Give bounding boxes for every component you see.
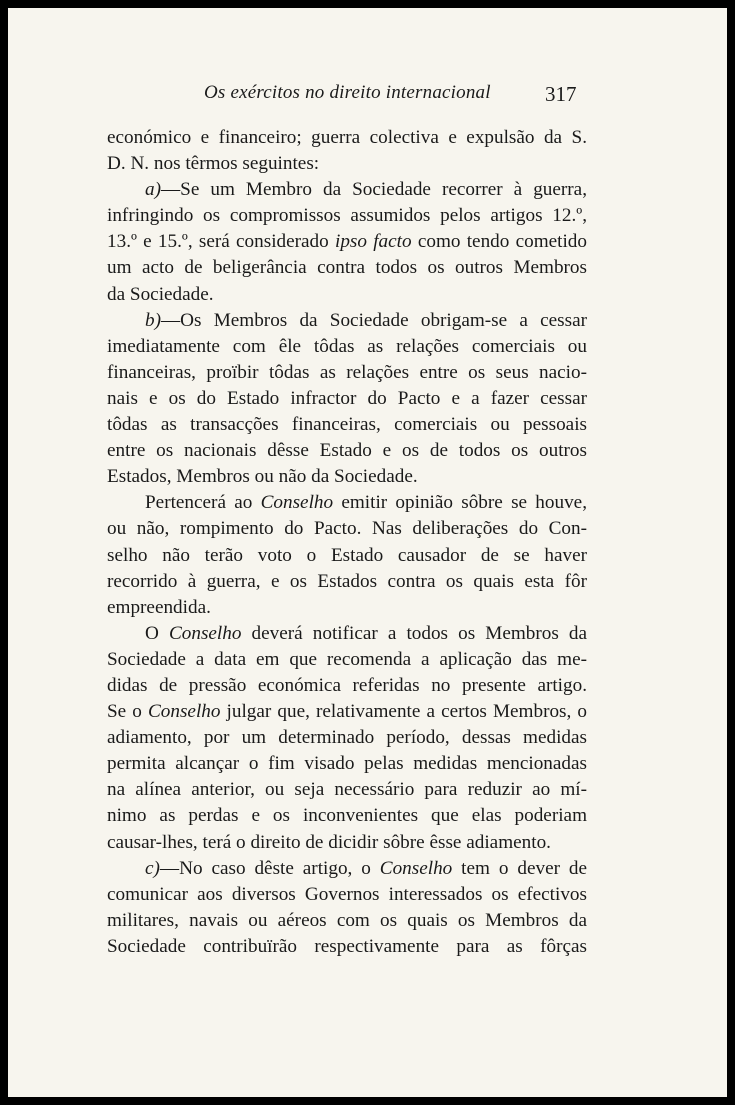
text-segment: Sociedade a data em que recomenda a aplicação das me-: [107, 648, 587, 670]
text-segment: militares, navais ou aéreos com os quais os Membros da: [107, 909, 587, 931]
text-line: [107, 777, 587, 803]
text-segment: causar-lhes, terá o direito de dicidir sôbre êsse adiamento.: [107, 831, 551, 853]
text-line: [107, 255, 587, 281]
text-line: [107, 908, 587, 934]
text-line: [107, 751, 587, 777]
text-line: [107, 360, 587, 386]
text-segment: O: [145, 622, 169, 644]
text-line: [107, 543, 587, 569]
text-segment: nais e os do Estado infractor do Pacto e a fazer cessar: [107, 387, 587, 409]
text-segment: —Se um Membro da Sociedade recorrer à guerra,: [160, 179, 587, 201]
italic-text: Conselho: [260, 492, 334, 514]
text-line: [107, 386, 587, 412]
text-segment: julgar que, relativamente a certos Membros, o: [220, 701, 588, 723]
text-segment: da Sociedade.: [107, 283, 214, 305]
text-segment: empreendida.: [107, 596, 211, 618]
text-line: [107, 282, 587, 308]
text-segment: recorrido à guerra, e os Estados contra os quais esta fôr: [107, 570, 587, 592]
text-line: [107, 934, 587, 960]
italic-text: Conselho: [147, 701, 221, 723]
running-head-title: Os exércitos no direito internacional: [204, 82, 491, 103]
text-segment: como tendo cometido: [411, 231, 587, 253]
text-segment: entre os nacionais dêsse Estado e os de todos os outros: [107, 440, 587, 462]
text-segment: Estados, Membros ou não da Sociedade.: [107, 466, 418, 488]
text-line: [107, 725, 587, 751]
text-line: [107, 830, 587, 856]
italic-text: c): [145, 857, 160, 879]
text-segment: um acto de beligerância contra todos os outros Membros: [107, 257, 587, 279]
text-segment: ou não, rompimento do Pacto. Nas deliberações do Con-: [107, 518, 587, 540]
text-line: [107, 621, 587, 647]
text-segment: económico e financeiro; guerra colectiva e expulsão da S.: [107, 127, 587, 148]
text-segment: nimo as perdas e os inconvenientes que elas poderiam: [107, 805, 587, 827]
text-segment: —Os Membros da Sociedade obrigam-se a cessar: [160, 309, 587, 331]
text-line: [107, 438, 587, 464]
text-line: [107, 882, 587, 908]
italic-text: ipso facto: [335, 231, 412, 253]
text-segment: Pertencerá ao: [145, 492, 261, 514]
italic-text: b): [145, 309, 161, 331]
text-line: [107, 856, 587, 882]
text-line: [107, 516, 587, 542]
italic-text: Conselho: [379, 857, 453, 879]
text-segment: infringindo os compromissos assumidos pelos artigos 12.º,: [107, 205, 587, 227]
text-line: [107, 125, 587, 151]
text-segment: tem o dever de: [452, 857, 587, 879]
text-segment: deverá notificar a todos os Membros da: [241, 622, 587, 644]
text-line: [107, 464, 587, 490]
text-segment: adiamento, por um determinado período, dessas medidas: [107, 727, 587, 749]
text-line: [107, 490, 587, 516]
text-line: [107, 308, 587, 334]
text-segment: financeiras, proïbir tôdas as relações entre os seus nacio-: [107, 361, 587, 383]
text-segment: comunicar aos diversos Governos interessados os efectivos: [107, 883, 587, 905]
text-line: [107, 595, 587, 621]
text-segment: 13.º e 15.º, será considerado: [107, 231, 335, 253]
text-line: [107, 647, 587, 673]
italic-text: a): [145, 179, 161, 201]
text-line: [107, 673, 587, 699]
text-segment: —No caso dêste artigo, o: [159, 857, 380, 879]
text-segment: emitir opinião sôbre se houve,: [333, 492, 587, 514]
text-segment: D. N. nos têrmos seguintes:: [107, 153, 320, 175]
text-line: [107, 151, 587, 177]
text-segment: didas de pressão económica referidas no presente artigo.: [107, 674, 587, 696]
text-segment: na alínea anterior, ou seja necessário para reduzir ao mí-: [107, 779, 587, 801]
text-line: [107, 412, 587, 438]
text-line: [107, 229, 587, 255]
text-line: [107, 803, 587, 829]
page-number: 317: [545, 82, 577, 106]
text-line: [107, 569, 587, 595]
text-segment: Se o: [107, 701, 148, 723]
body-text: [107, 125, 587, 960]
text-segment: tôdas as transacções financeiras, comerciais ou pessoais: [107, 414, 587, 436]
text-segment: imediatamente com êle tôdas as relações comerciais ou: [107, 335, 587, 357]
text-line: [107, 203, 587, 229]
book-page: [8, 8, 727, 1097]
running-head: [8, 82, 727, 112]
text-segment: permita alcançar o fim visado pelas medidas mencionadas: [107, 753, 587, 775]
text-line: [107, 334, 587, 360]
text-segment: selho não terão voto o Estado causador de se haver: [107, 544, 587, 566]
italic-text: Conselho: [168, 622, 242, 644]
text-line: [107, 699, 587, 725]
text-segment: Sociedade contribuïrão respectivamente para as fôrças: [107, 935, 587, 957]
text-line: [107, 177, 587, 203]
